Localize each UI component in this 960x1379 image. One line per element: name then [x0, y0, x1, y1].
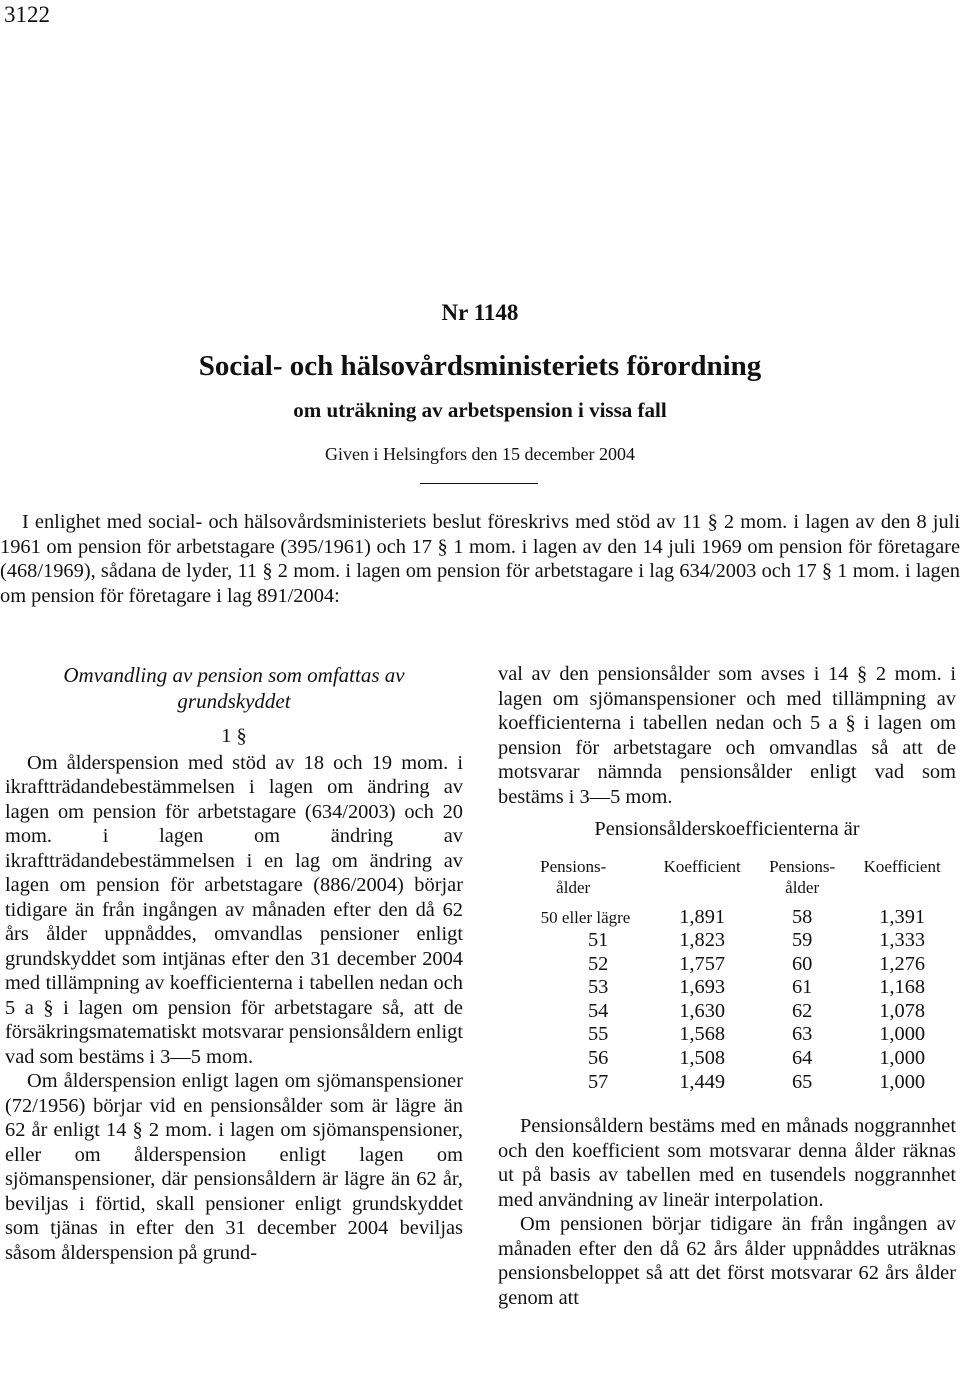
- header-age-l2: ålder: [785, 877, 820, 897]
- age-cell: 52: [587, 952, 609, 975]
- preamble-text: I enlighet med social- och hälsovårdsministeriets beslut föreskrivs med stöd av 11 § 2 mom. i lagen av den 8 juli 1961 om pension för arbetstagare (395/1961) och 17 § 1 mom. i lagen av den 14 juli 1969 om pension för företagare (468/1969), sådana de lyder, 11 § 2 mom. i lagen om pension för arbetstagare i lag 634/2003 och 17 § 1 mom. i lagen om pension för företagare i lag 891/2004:: [0, 511, 960, 607]
- table-row: [498, 976, 956, 1000]
- age-cell: 55: [587, 1023, 609, 1046]
- coefficient-table: [498, 856, 956, 1095]
- coefficient-cell: 1,568: [679, 1023, 726, 1046]
- table-caption: Pensionsålderskoefficienterna är: [594, 818, 860, 840]
- age-cell: 54: [587, 999, 609, 1022]
- age-cell: 57: [587, 1070, 609, 1093]
- paragraph: val av den pensionsålder som avses i 14 § 2 mom. i lagen om sjömanspensioner och med tillämpning av koefficienterna i tabellen nedan och 5 a § i lagen om pension för arbetstagare och omvandlas så att de motsvarar nämnda pensionsålder enligt vad som bestäms i 3—5 mom.: [498, 663, 956, 808]
- given-date: Given i Helsingfors den 15 december 2004: [325, 444, 635, 464]
- statute-number: Nr 1148: [441, 300, 519, 325]
- paragraph: Om ålderspension enligt lagen om sjömanspensioner (72/1956) börjar vid en pensionsålder som är lägre än 62 år enligt 14 § 2 mom. i lagen om sjömanspensioner, eller om ålderspension enligt lagen om sjömanspensioner, där pensionsåldern är lägre än 62 år, beviljas i förtid, skall pensioner enligt grundskyddet som tjänas in efter den 31 december 2004 beviljas såsom ålderspension på grund-: [5, 1070, 463, 1264]
- table-row: [498, 953, 956, 977]
- coefficient-cell: 1,078: [879, 999, 926, 1022]
- paragraph: Om pensionen börjar tidigare än från ingången av månaden efter den då 62 års ålder uppnåddes uträknas pensionsbeloppet så att det först motsvarar 62 års ålder genom att: [498, 1213, 956, 1309]
- table-row: [498, 906, 956, 930]
- right-column: [498, 662, 956, 1310]
- coefficient-cell: 1,000: [879, 1023, 926, 1046]
- table-body: [498, 906, 956, 1095]
- age-cell: 53: [587, 976, 609, 999]
- page-title: Social- och hälsovårdsministeriets förordning: [198, 350, 762, 382]
- page-subtitle: om uträkning av arbetspension i vissa fall: [293, 398, 667, 422]
- page-number: 3122: [4, 2, 50, 27]
- age-cell: 51: [587, 929, 609, 952]
- header-age: [756, 856, 848, 906]
- table-row: [498, 1023, 956, 1047]
- coefficient-cell: 1,449: [679, 1070, 726, 1093]
- paragraph: Pensionsåldern bestäms med en månads noggrannhet och den koefficient som motsvarar denna ålder räknas ut på basis av tabellen med en tusendels noggrannhet med användning av lineär interpolation.: [498, 1115, 956, 1211]
- coefficient-cell: 1,823: [679, 929, 726, 952]
- coefficient-cell: 1,508: [679, 1047, 726, 1070]
- header-age-l2: ålder: [556, 877, 591, 897]
- coefficient-cell: 1,891: [679, 905, 726, 928]
- header-age-l1: Pensions-: [769, 856, 836, 876]
- coefficient-cell: 1,276: [879, 952, 926, 975]
- header-age: [498, 856, 648, 906]
- coefficient-cell: 1,391: [879, 905, 926, 928]
- age-cell: 64: [791, 1047, 813, 1070]
- age-cell: 61: [791, 976, 813, 999]
- table-row: [498, 929, 956, 953]
- age-cell: 65: [791, 1070, 813, 1093]
- header-coefficient: Koefficient: [663, 856, 741, 876]
- coefficient-cell: 1,000: [879, 1070, 926, 1093]
- header-coefficient: Koefficient: [863, 856, 941, 876]
- left-column: [5, 662, 463, 1265]
- age-cell: 62: [791, 999, 813, 1022]
- age-cell: 59: [791, 929, 813, 952]
- coefficient-cell: 1,333: [879, 929, 926, 952]
- coefficient-cell: 1,630: [679, 999, 726, 1022]
- age-cell: 63: [791, 1023, 813, 1046]
- section-heading: Omvandling av pension som omfattas av grundskyddet: [63, 663, 405, 713]
- age-cell: 58: [791, 905, 813, 928]
- table-header-row: [498, 856, 956, 906]
- paragraph: Om ålderspension med stöd av 18 och 19 mom. i ikraftträdandebestämmelsen i lagen om ändring av lagen om pension för arbetstagare (634/2003) och 20 mom. i lagen om ändring av ikraftträdandebestämmelsen i en lag om ändring av lagen om pension för arbetstagare (886/2004) börjar tidigare än från ingången av månaden efter den då 62 års ålder uppnåddes, omvandlas pensioner enligt grundskyddet som intjänas efter den 31 december 2004 med tillämpning av koefficienterna i tabellen nedan och 5 a § i lagen om pension för arbetstagare så, att de försäkringsmatematiskt motsvarar pensionsåldern enligt vad som bestäms i 3—5 mom.: [5, 751, 463, 1068]
- header-age-l1: Pensions-: [540, 856, 607, 876]
- coefficient-cell: 1,168: [879, 976, 926, 999]
- coefficient-cell: 1,693: [679, 976, 726, 999]
- age-cell: 50 eller lägre: [540, 907, 631, 927]
- age-cell: 56: [587, 1047, 609, 1070]
- coefficient-cell: 1,757: [679, 952, 726, 975]
- table-row: [498, 1071, 956, 1095]
- divider: [420, 483, 538, 484]
- section-number: 1 §: [221, 725, 247, 747]
- age-cell: 60: [791, 952, 813, 975]
- coefficient-cell: 1,000: [879, 1047, 926, 1070]
- preamble: [0, 510, 960, 608]
- table-row: [498, 1047, 956, 1071]
- table-row: [498, 1000, 956, 1024]
